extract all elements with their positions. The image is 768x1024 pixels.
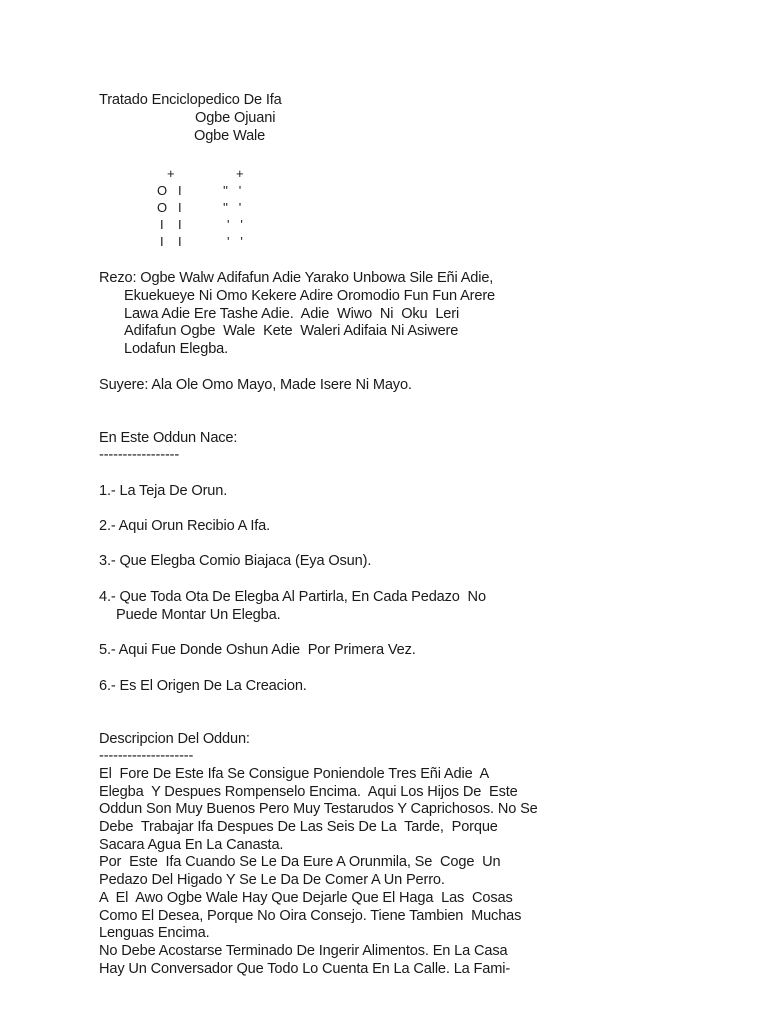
descripcion-line: Debe Trabajar Ifa Despues De Las Seis De La Tarde, Porque	[99, 819, 498, 835]
signature-left-mark-1: O I	[157, 183, 182, 198]
nace-item: 1.- La Teja De Orun.	[99, 483, 228, 499]
rezo-line: Ekuekueye Ni Omo Kekere Adire Oromodio Fun Fun Arere	[124, 288, 496, 304]
signature-right-mark-4: ' '	[227, 234, 243, 249]
descripcion-line: No Debe Acostarse Terminado De Ingerir Alimentos. En La Casa	[99, 943, 508, 959]
signature-right-mark-1: '' '	[223, 183, 242, 198]
descripcion-heading: Descripcion Del Oddun:	[99, 731, 250, 747]
descripcion-line: Como El Desea, Porque No Oira Consejo. Tiene Tambien Muchas	[99, 908, 522, 924]
descripcion-line: Pedazo Del Higado Y Se Le Da De Comer A Un Perro.	[99, 872, 445, 888]
rezo-line: Lawa Adie Ere Tashe Adie. Adie Wiwo Ni Oku Leri	[124, 306, 460, 322]
nace-item: 2.- Aqui Orun Recibio A Ifa.	[99, 518, 271, 534]
descripcion-line: A El Awo Ogbe Wale Hay Que Dejarle Que El Haga Las Cosas	[99, 890, 513, 906]
signature-right-mark-3: ' '	[227, 217, 243, 232]
signature-left-mark-3: I I	[160, 217, 182, 232]
signature-right-mark-0: +	[236, 166, 244, 181]
descripcion-line: Elegba Y Despues Rompenselo Encima. Aqui Los Hijos De Este	[99, 784, 518, 800]
descripcion-line: Sacara Agua En La Canasta.	[99, 837, 284, 853]
signature-left-mark-0: +	[167, 166, 175, 181]
nace-heading: En Este Oddun Nace:	[99, 430, 238, 446]
document-title: Tratado Enciclopedico De Ifa	[99, 92, 282, 108]
nace-item-continuation: Puede Montar Un Elegba.	[116, 607, 281, 623]
suyere-line: Suyere: Ala Ole Omo Mayo, Made Isere Ni Mayo.	[99, 377, 412, 393]
descripcion-line: Por Este Ifa Cuando Se Le Da Eure A Orunmila, Se Coge Un	[99, 854, 501, 870]
descripcion-line: Hay Un Conversador Que Todo Lo Cuenta En La Calle. La Fami-	[99, 961, 511, 977]
nace-item: 5.- Aqui Fue Donde Oshun Adie Por Primera Vez.	[99, 642, 416, 658]
descripcion-line: Oddun Son Muy Buenos Pero Muy Testarudos Y Caprichosos. No Se	[99, 801, 538, 817]
descripcion-line: Lenguas Encima.	[99, 925, 210, 941]
rezo-line: Lodafun Elegba.	[124, 341, 229, 357]
rezo-line: Adifafun Ogbe Wale Kete Waleri Adifaia Ni Asiwere	[124, 323, 459, 339]
signature-right-mark-2: '' '	[223, 200, 242, 215]
descripcion-rule: --------------------	[99, 748, 194, 764]
nace-item: 6.- Es El Origen De La Creacion.	[99, 678, 307, 694]
document-subtitle-name: Ogbe Wale	[194, 128, 266, 144]
document-subtitle-odu: Ogbe Ojuani	[195, 110, 276, 126]
signature-left-mark-4: I I	[160, 234, 182, 249]
nace-rule: -----------------	[99, 447, 180, 463]
signature-left-mark-2: O I	[157, 200, 182, 215]
nace-item: 3.- Que Elegba Comio Biajaca (Eya Osun).	[99, 553, 372, 569]
rezo-line: Rezo: Ogbe Walw Adifafun Adie Yarako Unbowa Sile Eñi Adie,	[99, 270, 494, 286]
nace-item: 4.- Que Toda Ota De Elegba Al Partirla, En Cada Pedazo No	[99, 589, 486, 605]
descripcion-line: El Fore De Este Ifa Se Consigue Poniendole Tres Eñi Adie A	[99, 766, 490, 782]
